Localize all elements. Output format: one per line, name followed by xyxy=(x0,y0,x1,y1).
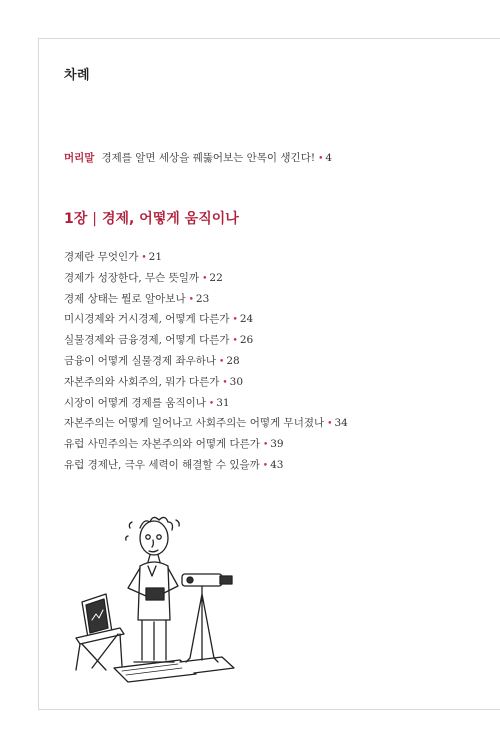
toc-entry-title: 자본주의와 사회주의, 뭐가 다른가 xyxy=(64,375,220,388)
toc-entry[interactable] xyxy=(64,250,348,271)
page-title: 차례 xyxy=(64,68,91,83)
toc-entry-page: 28 xyxy=(226,354,240,367)
preface-page: 4 xyxy=(325,152,333,164)
toc-entry-page: 39 xyxy=(270,438,284,451)
toc-entry[interactable] xyxy=(64,458,348,479)
toc-entry-page: 26 xyxy=(239,334,254,347)
toc-entry-page: 21 xyxy=(148,251,163,263)
bullet-dot: • xyxy=(188,294,194,305)
bullet-dot: • xyxy=(219,356,225,367)
toc-entry[interactable] xyxy=(64,312,348,333)
toc-entry-page: 43 xyxy=(270,458,284,471)
toc-entry-title: 자본주의는 어떻게 일어나고 사회주의는 어떻게 무너졌나 xyxy=(64,417,325,430)
toc-entry-page: 24 xyxy=(239,313,254,326)
toc-entry-page: 31 xyxy=(216,396,230,409)
toc-entry[interactable] xyxy=(64,271,348,292)
toc-entry-title: 유럽 경제난, 극우 세력이 해결할 수 있을까 xyxy=(64,458,260,471)
chapter-number: 1장 xyxy=(64,211,88,227)
man-figure xyxy=(126,517,179,662)
toc-entry[interactable] xyxy=(64,292,348,313)
toc-entry[interactable] xyxy=(64,437,348,458)
toc-entry-title: 금융이 어떻게 실물경제 좌우하나 xyxy=(64,354,217,367)
toc-entry-title: 미시경제와 거시경제, 어떻게 다른가 xyxy=(64,313,230,326)
toc-entry-title: 실물경제와 금융경제, 어떻게 다른가 xyxy=(64,334,230,347)
toc-entry[interactable] xyxy=(64,333,348,354)
toc-entry[interactable] xyxy=(64,416,348,437)
bullet-dot: • xyxy=(318,154,324,164)
bullet-dot: • xyxy=(222,377,228,388)
toc-entry[interactable] xyxy=(64,354,348,375)
toc-entry[interactable] xyxy=(64,396,348,417)
preface-text: 경제를 알면 세상을 꿰뚫어보는 안목이 생긴다! xyxy=(101,152,316,164)
toc-entry-title: 경제란 무엇인가 xyxy=(64,251,139,263)
toc-entry-title: 시장이 어떻게 경제를 움직이나 xyxy=(64,396,206,409)
chapter-separator: | xyxy=(92,211,97,227)
toc-entry-title: 경제 상태는 뭘로 알아보나 xyxy=(64,292,186,305)
chapter-heading[interactable] xyxy=(64,208,239,228)
toc-entry-page: 30 xyxy=(229,375,244,388)
camera-tripod-icon xyxy=(182,574,232,662)
toc-entry-title: 경제가 성장한다, 무슨 뜻일까 xyxy=(64,271,200,284)
toc-entry-page: 34 xyxy=(334,417,348,430)
preface-line[interactable] xyxy=(64,150,332,165)
bullet-dot: • xyxy=(262,460,269,471)
cartoon-illustration xyxy=(62,510,262,685)
bullet-dot: • xyxy=(141,253,147,263)
toc-entry[interactable] xyxy=(64,375,348,396)
toc-entry-page: 23 xyxy=(195,292,210,305)
bullet-dot: • xyxy=(208,398,215,409)
bullet-dot: • xyxy=(232,336,238,347)
toc-list xyxy=(64,250,348,479)
toc-entry-page: 22 xyxy=(209,271,223,284)
bullet-dot: • xyxy=(327,419,333,430)
toc-entry-title: 유럽 사민주의는 자본주의와 어떻게 다른가 xyxy=(64,438,260,451)
laptop-stand-icon xyxy=(76,594,124,670)
bullet-dot: • xyxy=(202,273,208,284)
chapter-title: 경제, 어떻게 움직이나 xyxy=(101,211,239,227)
preface-label: 머리말 xyxy=(64,152,95,164)
bullet-dot: • xyxy=(262,440,269,451)
bullet-dot: • xyxy=(232,315,238,326)
